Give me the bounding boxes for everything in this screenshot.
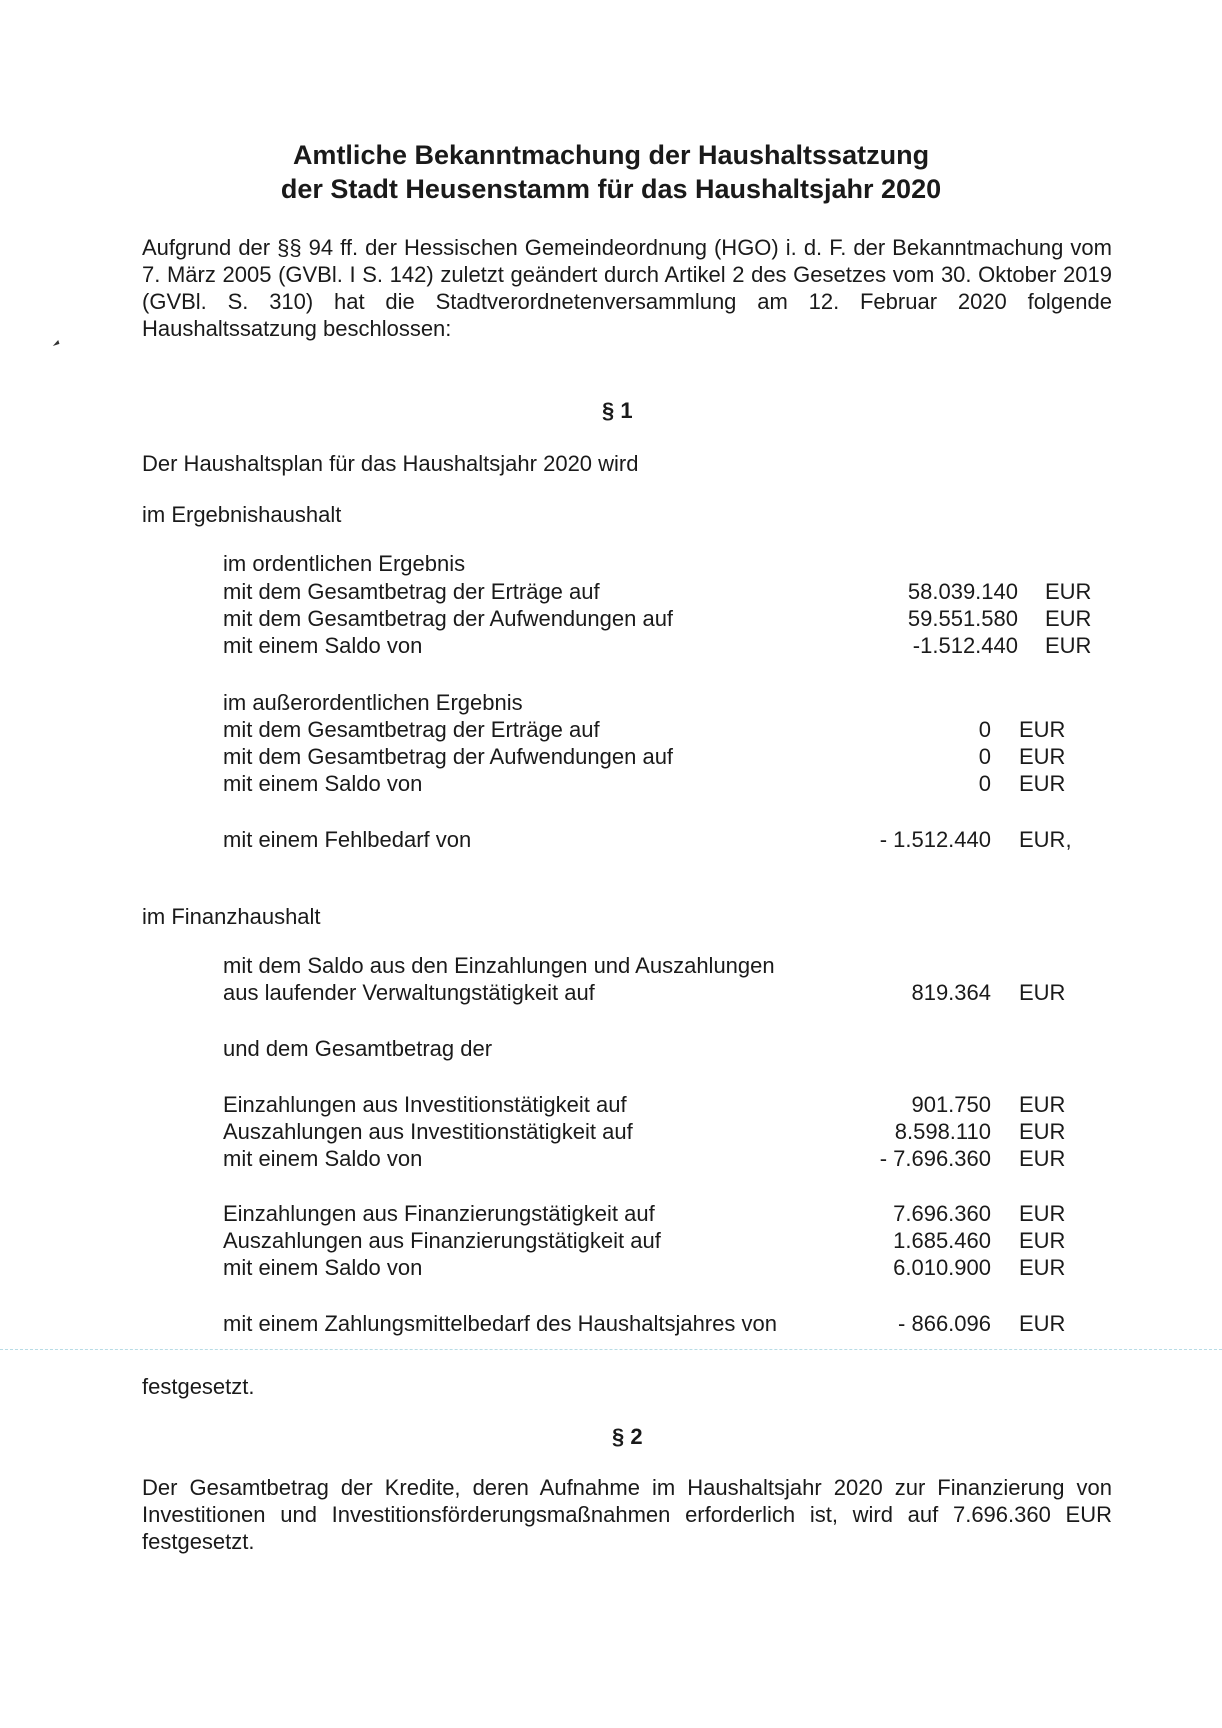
fehlbedarf-currency: EUR, xyxy=(1019,827,1072,852)
ordentlich-ertraege-label: mit dem Gesamtbetrag der Erträge auf xyxy=(223,579,600,604)
section-1-closing: festgesetzt. xyxy=(142,1374,255,1399)
investition-saldo-currency: EUR xyxy=(1019,1146,1066,1171)
finanzierung-einzahlungen-currency: EUR xyxy=(1019,1201,1066,1226)
fehlbedarf-label: mit einem Fehlbedarf von xyxy=(223,827,472,852)
finanzhaushalt-heading: im Finanzhaushalt xyxy=(142,904,321,929)
investition-auszahlungen-amount: 8.598.110 xyxy=(894,1119,991,1144)
scan-divider-line xyxy=(0,1349,1222,1350)
investition-einzahlungen-label: Einzahlungen aus Investitionstätigkeit auf xyxy=(223,1092,627,1117)
ordentlich-ertraege-amount: 58.039.140 xyxy=(907,579,1018,604)
zahlungsmittelbedarf-currency: EUR xyxy=(1019,1311,1066,1336)
ordentlich-saldo-currency: EUR xyxy=(1045,633,1092,658)
ergebnishaushalt-heading: im Ergebnishaushalt xyxy=(142,502,342,527)
zahlungsmittelbedarf-amount: - 866.096 xyxy=(898,1311,991,1336)
document-title-line-2: der Stadt Heusenstamm für das Haushaltsjahr 2020 xyxy=(280,174,942,204)
verwaltung-amount: 819.364 xyxy=(911,980,991,1005)
finanzierung-saldo-amount: 6.010.900 xyxy=(893,1255,991,1280)
ausserordentlich-aufwendungen-currency: EUR xyxy=(1019,744,1066,769)
investition-einzahlungen-amount: 901.750 xyxy=(911,1092,991,1117)
ordentliches-ergebnis-heading: im ordentlichen Ergebnis xyxy=(223,551,466,576)
ausserordentlich-ertraege-currency: EUR xyxy=(1019,717,1066,742)
investition-saldo-amount: - 7.696.360 xyxy=(879,1146,991,1171)
investition-auszahlungen-currency: EUR xyxy=(1019,1119,1066,1144)
ausserordentlich-ertraege-amount: 0 xyxy=(978,717,991,742)
ausserordentliches-ergebnis-heading: im außerordentlichen Ergebnis xyxy=(223,690,523,715)
ordentlich-aufwendungen-currency: EUR xyxy=(1045,606,1092,631)
section-1-lead: Der Haushaltsplan für das Haushaltsjahr 2020 wird xyxy=(142,451,639,476)
ordentlich-aufwendungen-amount: 59.551.580 xyxy=(907,606,1018,631)
fehlbedarf-amount: - 1.512.440 xyxy=(879,827,991,852)
ordentlich-ertraege-currency: EUR xyxy=(1045,579,1092,604)
gesamtbetrag-der-text: und dem Gesamtbetrag der xyxy=(223,1036,493,1061)
scan-mark xyxy=(52,340,60,346)
finanzierung-saldo-label: mit einem Saldo von xyxy=(223,1255,423,1280)
ausserordentlich-saldo-currency: EUR xyxy=(1019,771,1066,796)
finanzierung-einzahlungen-label: Einzahlungen aus Finanzierungstätigkeit auf xyxy=(223,1201,655,1226)
section-2-heading: § 2 xyxy=(612,1424,643,1449)
ordentlich-saldo-amount: -1.512.440 xyxy=(912,633,1018,658)
investition-einzahlungen-currency: EUR xyxy=(1019,1092,1066,1117)
document-title-line-1: Amtliche Bekanntmachung der Haushaltssatzung xyxy=(292,140,930,170)
ordentlich-saldo-label: mit einem Saldo von xyxy=(223,633,423,658)
verwaltung-line-1: mit dem Saldo aus den Einzahlungen und Auszahlungen xyxy=(223,953,775,978)
ausserordentlich-ertraege-label: mit dem Gesamtbetrag der Erträge auf xyxy=(223,717,600,742)
section-1-heading: § 1 xyxy=(602,398,633,423)
ordentlich-aufwendungen-label: mit dem Gesamtbetrag der Aufwendungen auf xyxy=(223,606,674,631)
finanzierung-auszahlungen-amount: 1.685.460 xyxy=(893,1228,991,1253)
finanzierung-einzahlungen-amount: 7.696.360 xyxy=(893,1201,991,1226)
intro-paragraph: Aufgrund der §§ 94 ff. der Hessischen Gemeindeordnung (HGO) i. d. F. der Bekanntmachung vom 7. März 2005 (GVBl. I S. 142) zuletzt geändert durch Artikel 2 des Gesetzes vom 30. Oktober 2019 (GVBl. S. 310) hat die Stadtverordnetenversammlung am 12. Februar 2020 folgende Haushaltssatzung beschlossen: xyxy=(142,235,1112,341)
finanzierung-auszahlungen-label: Auszahlungen aus Finanzierungstätigkeit auf xyxy=(223,1228,661,1253)
finanzierung-saldo-currency: EUR xyxy=(1019,1255,1066,1280)
verwaltung-currency: EUR xyxy=(1019,980,1066,1005)
investition-auszahlungen-label: Auszahlungen aus Investitionstätigkeit auf xyxy=(223,1119,633,1144)
zahlungsmittelbedarf-label: mit einem Zahlungsmittelbedarf des Haushaltsjahres von xyxy=(223,1311,777,1336)
section-2-paragraph: Der Gesamtbetrag der Kredite, deren Aufnahme im Haushaltsjahr 2020 zur Finanzierung von Investitionen und Investitionsförderungsmaßnahmen erforderlich ist, wird auf 7.696.360 EUR festgesetzt. xyxy=(142,1475,1112,1554)
verwaltung-label: aus laufender Verwaltungstätigkeit auf xyxy=(223,980,595,1005)
investition-saldo-label: mit einem Saldo von xyxy=(223,1146,423,1171)
ausserordentlich-aufwendungen-label: mit dem Gesamtbetrag der Aufwendungen auf xyxy=(223,744,674,769)
ausserordentlich-saldo-amount: 0 xyxy=(978,771,991,796)
finanzierung-auszahlungen-currency: EUR xyxy=(1019,1228,1066,1253)
ausserordentlich-aufwendungen-amount: 0 xyxy=(978,744,991,769)
ausserordentlich-saldo-label: mit einem Saldo von xyxy=(223,771,423,796)
